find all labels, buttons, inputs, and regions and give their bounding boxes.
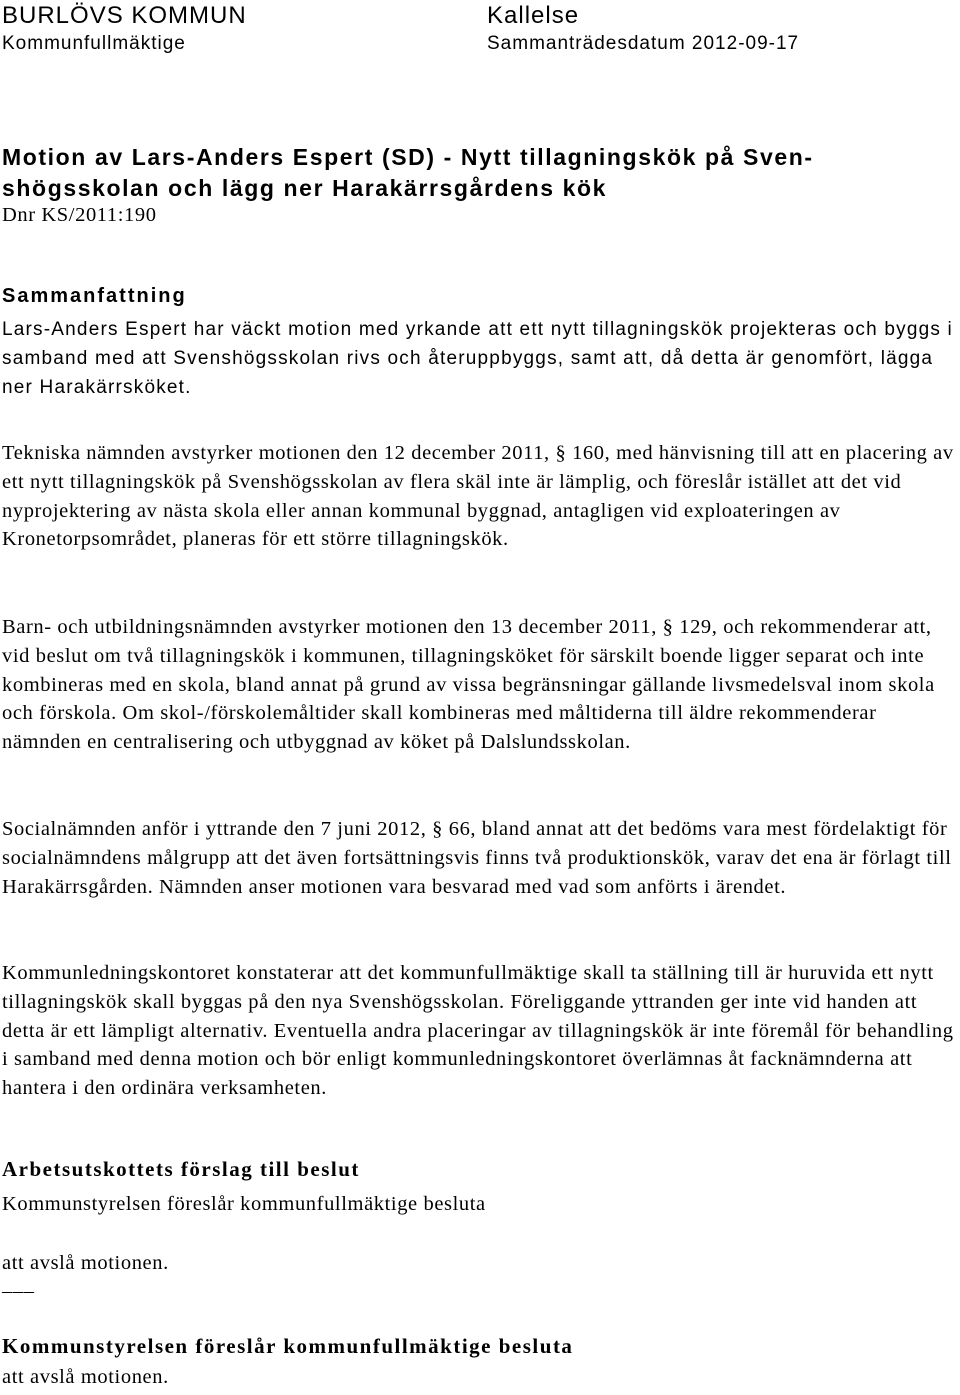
summary-heading: Sammanfattning: [2, 285, 187, 307]
au-proposal-heading: Arbetsutskottets förslag till beslut: [2, 1157, 360, 1181]
diary-number: Dnr KS/2011:190: [2, 204, 157, 226]
paragraph-municipal-office: Kommunledningskontoret konstaterar att det kommunfullmäktige skall ta ställning till är huruvida ett nytt tillagningskök skall byggas på den nya Svenshögsskolan. Föreliggande yttranden ger inte vid handen att detta är ett lämpligt alternativ. Eventuella andra placeringar av tillagningskök är inte föremål för behandling i samband med denna motion och bör enligt kommunledningskontoret överlämnas åt facknämnderna att hantera i den ordinära verksamheten.: [2, 962, 954, 1100]
organization-name: BURLÖVS KOMMUN: [2, 2, 247, 29]
ks-proposal-heading: Kommunstyrelsen föreslår kommunfullmäktige besluta: [2, 1334, 574, 1358]
paragraph-education-board: Barn- och utbildningsnämnden avstyrker motionen den 13 december 2011, § 129, och rekommenderar att, vid beslut om två tillagningskök i kommunen, tillagningsköket för särskilt boende ligger separat och inte kombineras med en skola, bland annat på grund av vissa begränsningar gällande livsmedelsval inom skola och förskola. Om skol-/förskolemåltider skall kombineras med måltiderna till äldre rekommenderar nämnden en centralisering och utbyggnad av köket på Dalslundsskolan.: [2, 616, 935, 754]
paragraph-social-board: Socialnämnden anför i yttrande den 7 juni 2012, § 66, bland annat att det bedöms vara mest fördelaktigt för socialnämndens målgrupp att det även fortsättningsvis finns två produktionskök, varav det ena är förlagt till Harakärrsgården. Nämnden anser motionen vara besvarad med vad som anförts i ärendet.: [2, 818, 952, 898]
page-title: [2, 142, 952, 204]
au-proposal-intro: Kommunstyrelsen föreslår kommunfullmäktige besluta: [2, 1193, 486, 1215]
paragraph-technical-board: Tekniska nämnden avstyrker motionen den 12 december 2011, § 160, med hänvisning till att en placering av ett nytt tillagningskök på Svenshögsskolan av flera skäl inte är lämplig, och föreslår istället att det vid nyprojektering av nästa skola eller annan kommunal byggnad, antagligen vid exploateringen av Kronetorpsområdet, planeras för ett större tillagningskök.: [2, 442, 954, 551]
committee-name: Kommunfullmäktige: [2, 33, 186, 54]
au-proposal-decision: att avslå motionen.: [2, 1252, 169, 1274]
section-separator: –––: [2, 1280, 35, 1302]
ks-proposal-decision: att avslå motionen.: [2, 1366, 169, 1388]
title-line-2: shögsskolan och lägg ner Harakärrsgårdens kök: [2, 175, 608, 201]
summary-text: Lars-Anders Espert har väckt motion med yrkande att ett nytt tillagningskök projekteras och byggs i samband med att Svenshögsskolan rivs och återuppbyggs, samt att, då detta är genomfört, lägga ner Harakärrsköket.: [2, 319, 953, 398]
title-line-1: Motion av Lars-Anders Espert (SD) - Nytt tillagningskök på Sven-: [2, 144, 814, 170]
meeting-date: Sammanträdesdatum 2012-09-17: [487, 33, 800, 54]
document-type: Kallelse: [487, 2, 580, 29]
